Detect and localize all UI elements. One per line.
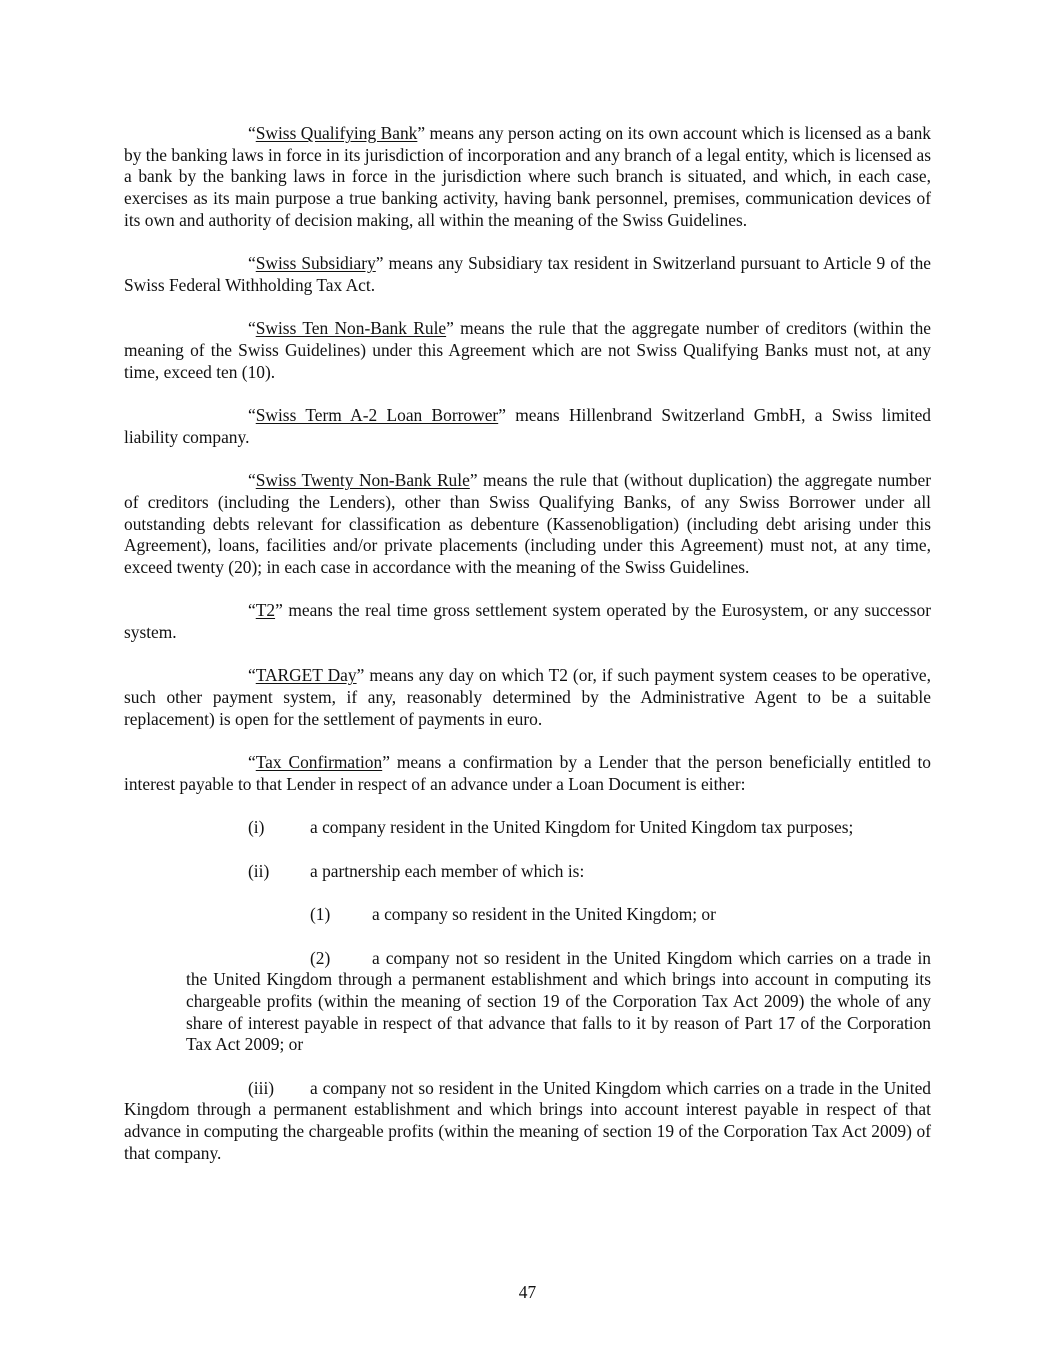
list-text: a company so resident in the United Kingdom; or xyxy=(372,904,716,925)
definition-tax-confirmation: “Tax Confirmation” means a confirmation by a Lender that the person beneficially entitled to interest payable to that Lender in respect of an advance under a Loan Document is either: xyxy=(124,752,931,794)
list-item-2 xyxy=(186,948,931,1057)
defined-term: Tax Confirmation xyxy=(255,752,383,773)
definition-swiss-subsidiary: “Swiss Subsidiary” means any Subsidiary tax resident in Switzerland pursuant to Article 9 of the Swiss Federal Withholding Tax Act. xyxy=(124,253,932,295)
definition-text: ” means any person acting on its own account which is licensed as a bank by the banking laws in force in its jurisdiction of incorporation and any branch of a legal entity, which is licensed as a bank by the banking laws in force in the jurisdiction where such branch is situated, and which, in each case, exercises as its main purpose a true banking activity, having bank personnel, premises, communication devices of its own and authority of decision making, all within the meaning of the Swiss Guidelines. xyxy=(124,123,931,230)
list-item-iii xyxy=(124,1078,931,1165)
defined-term: Swiss Qualifying Bank xyxy=(255,123,418,143)
list-item-i xyxy=(124,817,931,839)
definition-text: ” means any Subsidiary tax resident in Switzerland pursuant to Article 9 of the Swiss Federal Withholding Tax Act. xyxy=(124,253,932,295)
defined-term: Swiss Term A-2 Loan Borrower xyxy=(255,405,499,426)
definition-text: ” means Hillenbrand Switzerland GmbH, a Swiss limited liability company. xyxy=(124,405,931,447)
list-text: a company not so resident in the United Kingdom which carries on a trade in the United Kingdom through a permanent establishment and which brings into account in computing its chargeable profits (within the meaning of section 19 of the Corporation Tax Act 2009) the whole of any share of interest payable in respect of that advance that falls to it by reason of Part 17 of the Corporation Tax Act 2009; or xyxy=(186,947,931,1055)
list-number: (1) xyxy=(310,904,331,925)
definition-target-day: “TARGET Day” means any day on which T2 (or, if such payment system ceases to be operative, such other payment system, if any, reasonably determined by the Administrative Agent to be a suitable replacement) is open for the settlement of payments in euro. xyxy=(124,665,931,729)
list-item-ii xyxy=(124,861,931,883)
list-number: (2) xyxy=(310,947,331,968)
list-number: (ii) xyxy=(248,860,270,881)
defined-term: Swiss Subsidiary xyxy=(255,253,376,274)
list-number: (iii) xyxy=(248,1077,275,1098)
list-text: a company not so resident in the United Kingdom which carries on a trade in the United Kingdom through a permanent establishment and which brings into account interest payable in respect of that advance in computing the chargeable profits (within the meaning of section 19 of the Corporation Tax Act 2009) of that company. xyxy=(124,1077,931,1163)
defined-term: T2 xyxy=(255,600,276,621)
list-item-1 xyxy=(124,904,931,926)
defined-term: TARGET Day xyxy=(255,665,357,686)
definition-swiss-twenty-non-bank-rule: “Swiss Twenty Non-Bank Rule” means the rule that (without duplication) the aggregate number of creditors (including the Lenders), other than Swiss Qualifying Banks, of any Swiss Borrower under all outstanding debts relevant for classification as debenture (Kassenobligation) (including debt arising under this Agreement), loans, facilities and/or private placements (including under this Agreement) must not, at any time, exceed twenty (20); in each case in accordance with the meaning of the Swiss Guidelines. xyxy=(124,470,931,577)
defined-term: Swiss Ten Non-Bank Rule xyxy=(255,318,447,339)
definition-text: ” means any day on which T2 (or, if such payment system ceases to be operative, such other payment system, if any, reasonably determined by the Administrative Agent to be a suitable replacement) is open for the settlement of payments in euro. xyxy=(124,665,931,729)
definition-swiss-ten-non-bank-rule: “Swiss Ten Non-Bank Rule” means the rule that the aggregate number of creditors (within the meaning of the Swiss Guidelines) under this Agreement which are not Swiss Qualifying Banks must not, at any time, exceed ten (10). xyxy=(124,318,931,382)
definition-swiss-qualifying-bank: “Swiss Qualifying Bank” means any person acting on its own account which is licensed as a bank by the banking laws in force in its jurisdiction of incorporation and any branch of a legal entity, which is licensed as a bank by the banking laws in force in the jurisdiction where such branch is situated, and which, in each case, exercises as its main purpose a true banking activity, having bank personnel, premises, communication devices of its own and authority of decision making, all within the meaning of the Swiss Guidelines. xyxy=(124,123,931,230)
definition-text: ” means the rule that the aggregate number of creditors (within the meaning of the Swiss Guidelines) under this Agreement which are not Swiss Qualifying Banks must not, at any time, exceed ten (10). xyxy=(124,318,931,382)
list-number: (i) xyxy=(248,817,265,838)
definition-text: ” means the rule that (without duplication) the aggregate number of creditors (including the Lenders), other than Swiss Qualifying Banks, of any Swiss Borrower under all outstanding debts relevant for classification as debenture (Kassenobligation) (including debt arising under this Agreement), loans, facilities and/or private placements (including under this Agreement) must not, at any time, exceed twenty (20); in each case in accordance with the meaning of the Swiss Guidelines. xyxy=(124,470,931,577)
document-body xyxy=(124,123,931,1186)
defined-term: Swiss Twenty Non-Bank Rule xyxy=(255,470,470,491)
page-number: 47 xyxy=(518,1282,537,1302)
definition-swiss-term-a2-loan-borrower: “Swiss Term A-2 Loan Borrower” means Hillenbrand Switzerland GmbH, a Swiss limited liability company. xyxy=(124,405,931,447)
definition-text: ” means a confirmation by a Lender that the person beneficially entitled to interest payable to that Lender in respect of an advance under a Loan Document is either: xyxy=(124,752,931,794)
list-text: a partnership each member of which is: xyxy=(310,860,585,881)
definition-t2: “T2” means the real time gross settlement system operated by the Eurosystem, or any successor system. xyxy=(124,600,931,643)
list-text: a company resident in the United Kingdom for United Kingdom tax purposes; xyxy=(310,817,854,838)
definition-text: ” means the real time gross settlement system operated by the Eurosystem, or any successor system. xyxy=(124,600,931,643)
